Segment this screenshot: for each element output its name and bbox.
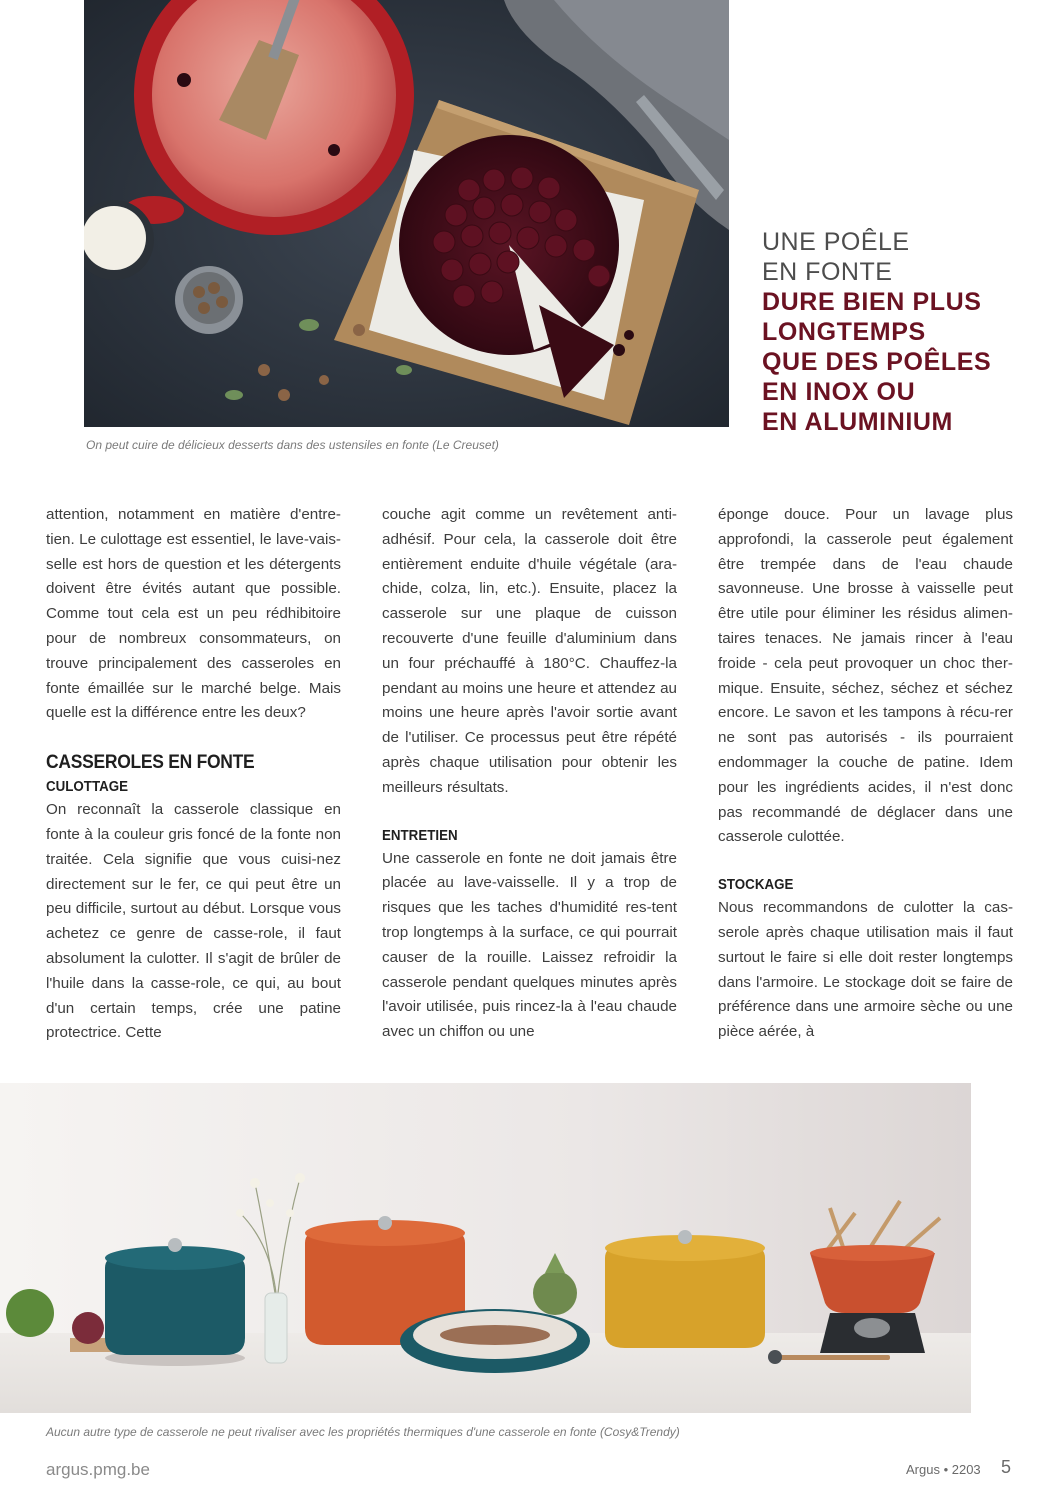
- pull-quote-line: EN FONTE: [762, 258, 893, 286]
- pull-quote-emphasis: LONGTEMPS: [762, 318, 926, 346]
- subheading-stockage: STOCKAGE: [718, 877, 794, 894]
- body-paragraph: On reconnaît la casserole classique en fonte à la couleur gris foncé de la fonte non traitée. Cela signifie que vous cuisi-nez directement sur le fer, ce qui peut être un peu difficile, surtout au début. Lorsque vous achetez ce genre de casse-role, il faut absolument la culotter. Il s'agit de brûler de l'huile dans la casse-role, ce qui, au bout d'un certain temps, crée une patine protectrice. Cette: [46, 801, 341, 1042]
- pull-quote: [762, 227, 1042, 437]
- pull-quote-emphasis: EN ALUMINIUM: [762, 408, 953, 436]
- body-paragraph: couche agit comme un revêtement anti-adhésif. Pour cela, la casserole doit être entièrement enduite d'huile végétale (ara-chide, colza, lin, etc.). Ensuite, placez la casserole sur une plaque de cuisson recouverte d'une feuille d'aluminium dans un four préchauffé à 180°C. Chauffez-la pendant au moins une heure et attendez au moins une heure après l'avoir sortie avant de l'utiliser. Ce processus peut être répété après chaque utilisation pour obtenir les meilleurs résultats.: [382, 506, 677, 796]
- pull-quote-emphasis: DURE BIEN PLUS: [762, 288, 982, 316]
- subheading-culottage: CULOTTAGE: [46, 779, 129, 796]
- top-photo-caption: On peut cuire de délicieux desserts dans des ustensiles en fonte (Le Creuset): [86, 438, 499, 452]
- body-paragraph: Une casserole en fonte ne doit jamais être placée au lave-vaisselle. Il y a trop de risques que les taches d'humidité res-tent trop longtemps à la surface, ce qui pourrait causer de la rouille. Laissez refroidir la casserole pendant quelques minutes après l'avoir utilisée, puis rincez-la à l'eau chaude avec un chiffon ou une: [382, 849, 677, 1041]
- body-paragraph: Nous recommandons de culotter la cas-serole après chaque utilisation mais il faut surtout le faire si elle doit rester longtemps dans l'armoire. Le stockage doit se faire de préférence dans une armoire sèche ou une pièce aérée, à: [718, 899, 1013, 1041]
- subheading-entretien: ENTRETIEN: [382, 827, 458, 844]
- footer-issue: Argus • 2203: [906, 1462, 981, 1477]
- page-number: 5: [1001, 1457, 1012, 1477]
- pull-quote-emphasis: QUE DES POÊLES: [762, 348, 992, 376]
- pull-quote-emphasis: EN INOX OU: [762, 378, 916, 406]
- article-column-1: [46, 503, 341, 1046]
- bottom-photo-caption: Aucun autre type de casserole ne peut rivaliser avec les propriétés thermiques d'une casserole en fonte (Cosy&Trendy): [46, 1425, 680, 1439]
- pull-quote-line: UNE POÊLE: [762, 228, 910, 256]
- dessert-photo: [84, 0, 729, 427]
- body-paragraph: attention, notamment en matière d'entre-tien. Le culottage est essentiel, le lave-vais-selle est hors de question et les détergents doivent être évités autant que possible. Comme tout cela est un peu rédhibitoire pour de nombreux consommateurs, on trouve principalement des casseroles en fonte émaillée sur le marché belge. Mais quelle est la différence entre les deux?: [46, 506, 341, 722]
- footer-website[interactable]: argus.pmg.be: [46, 1460, 150, 1479]
- body-paragraph: éponge douce. Pour un lavage plus approfondi, la casserole peut également être trempée dans de l'eau chaude savonneuse. Une brosse à vaisselle peut être utile pour éliminer les résidus alimen-taires tenaces. Ne jamais rincer à l'eau froide - cela peut provoquer un choc ther-mique. Ensuite, séchez, séchez et séchez encore. Le savon et les tampons à récu-rer ne sont pas autorisés - ils pourraient endommager la couche de patine. Idem pour les ingrédients acides, il n'est donc pas recommandé de déglacer dans une casserole culottée.: [718, 506, 1013, 846]
- article-column-2: [382, 503, 677, 1045]
- casseroles-photo: [0, 1083, 971, 1413]
- article-column-3: [718, 503, 1013, 1045]
- section-heading: CASSEROLES EN FONTE: [46, 752, 255, 774]
